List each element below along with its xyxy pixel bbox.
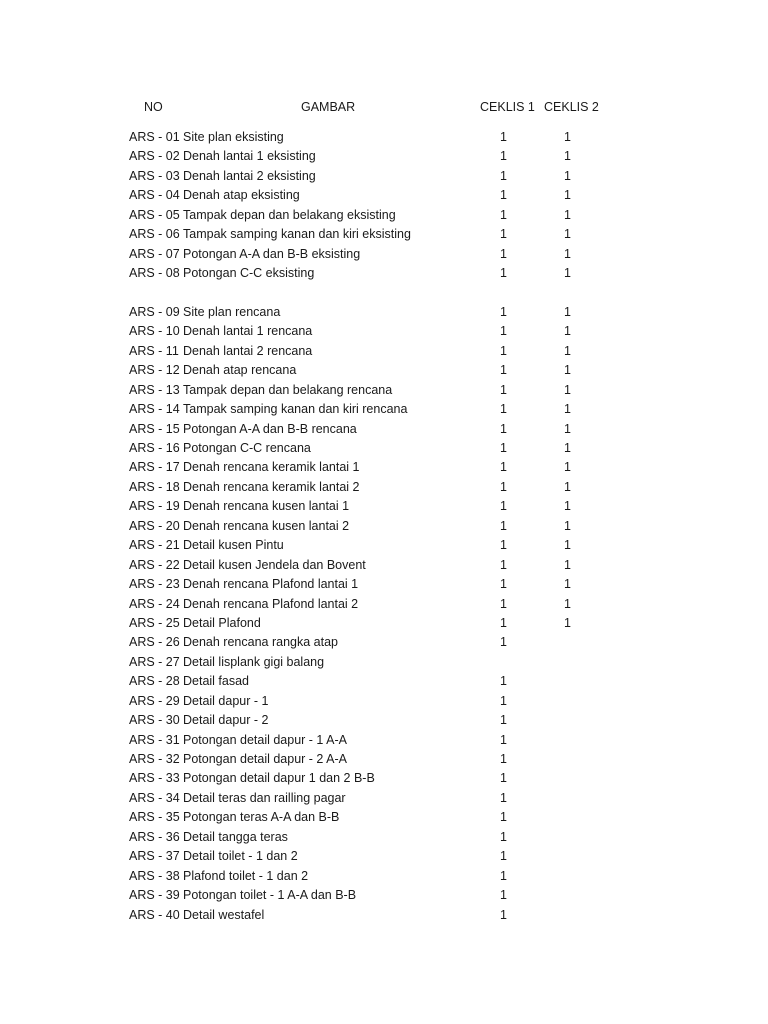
table-row bbox=[0, 653, 768, 672]
table-row bbox=[0, 614, 768, 633]
ceklis-2-value: 1 bbox=[564, 266, 571, 281]
ceklis-1-value: 1 bbox=[500, 168, 507, 183]
ceklis-2-value: 1 bbox=[564, 227, 571, 242]
ceklis-1-value: 1 bbox=[500, 343, 507, 358]
table-row bbox=[0, 322, 768, 341]
table-row bbox=[0, 245, 768, 264]
table-row bbox=[0, 167, 768, 186]
table-row bbox=[0, 711, 768, 730]
table-row bbox=[0, 536, 768, 555]
table-row bbox=[0, 731, 768, 750]
ceklis-2-value: 1 bbox=[564, 499, 571, 514]
table-row bbox=[0, 906, 768, 925]
ceklis-1-value: 1 bbox=[500, 693, 507, 708]
drawing-number: ARS - 25 bbox=[129, 615, 180, 630]
ceklis-2-value: 1 bbox=[564, 538, 571, 553]
drawing-name: Detail dapur - 2 bbox=[183, 713, 269, 728]
table-row bbox=[0, 789, 768, 808]
ceklis-1-value: 1 bbox=[500, 888, 507, 903]
table-row bbox=[0, 128, 768, 147]
ceklis-2-value: 1 bbox=[564, 460, 571, 475]
ceklis-1-value: 1 bbox=[500, 188, 507, 203]
ceklis-1-value: 1 bbox=[500, 849, 507, 864]
ceklis-2-value: 1 bbox=[564, 246, 571, 261]
ceklis-1-value: 1 bbox=[500, 907, 507, 922]
drawing-number: ARS - 31 bbox=[129, 732, 180, 747]
header-ceklis-2: CEKLIS 2 bbox=[544, 100, 599, 114]
drawing-name: Denah lantai 2 eksisting bbox=[183, 168, 316, 183]
drawing-name: Site plan rencana bbox=[183, 304, 281, 319]
ceklis-2-value: 1 bbox=[564, 168, 571, 183]
drawing-number: ARS - 16 bbox=[129, 441, 180, 455]
drawing-number: ARS - 28 bbox=[129, 674, 180, 689]
table-row bbox=[0, 458, 768, 477]
ceklis-1-value: 1 bbox=[500, 149, 507, 164]
drawing-number: ARS - 20 bbox=[129, 518, 180, 533]
ceklis-1-value: 1 bbox=[500, 518, 507, 533]
drawing-name: Detail kusen Pintu bbox=[183, 538, 284, 553]
drawing-name: Denah rencana kusen lantai 2 bbox=[183, 518, 350, 533]
table-row bbox=[0, 828, 768, 847]
drawing-number: ARS - 08 bbox=[129, 266, 180, 281]
ceklis-2-value: 1 bbox=[564, 363, 571, 378]
table-row bbox=[0, 595, 768, 614]
drawing-name: Potongan A-A dan B-B eksisting bbox=[183, 246, 361, 261]
drawing-name: Denah rencana keramik lantai 2 bbox=[183, 479, 360, 494]
drawing-name: Potongan detail dapur 1 dan 2 B-B bbox=[183, 771, 375, 786]
drawing-number: ARS - 12 bbox=[129, 363, 180, 378]
table-row bbox=[0, 867, 768, 886]
drawing-number: ARS - 35 bbox=[129, 810, 180, 825]
drawing-name: Detail westafel bbox=[183, 907, 265, 922]
drawing-number: ARS - 40 bbox=[129, 907, 180, 922]
drawing-number: ARS - 04 bbox=[129, 188, 180, 203]
table-row bbox=[0, 575, 768, 594]
ceklis-1-value: 1 bbox=[500, 674, 507, 689]
ceklis-2-value: 1 bbox=[564, 596, 571, 611]
drawing-number: ARS - 03 bbox=[129, 168, 180, 183]
drawing-name: Detail toilet - 1 dan 2 bbox=[183, 849, 298, 864]
header-ceklis-1: CEKLIS 1 bbox=[480, 100, 535, 114]
ceklis-2-value: 1 bbox=[564, 615, 571, 630]
ceklis-1-value: 1 bbox=[500, 266, 507, 281]
ceklis-1-value: 1 bbox=[500, 538, 507, 553]
drawing-name: Denah atap eksisting bbox=[183, 188, 300, 203]
drawing-name: Denah lantai 1 rencana bbox=[183, 324, 313, 339]
drawing-name: Denah rencana Plafond lantai 1 bbox=[183, 577, 359, 592]
table-row bbox=[0, 147, 768, 166]
table-row bbox=[0, 381, 768, 400]
table-row bbox=[0, 517, 768, 536]
drawing-name: Tampak samping kanan dan kiri eksisting bbox=[183, 227, 411, 242]
ceklis-1-value: 1 bbox=[500, 460, 507, 475]
ceklis-1-value: 1 bbox=[500, 479, 507, 494]
drawing-name: Site plan eksisting bbox=[183, 130, 284, 144]
table-row bbox=[0, 672, 768, 691]
ceklis-1-value: 1 bbox=[500, 246, 507, 261]
drawing-number: ARS - 27 bbox=[129, 654, 180, 669]
table-row bbox=[0, 847, 768, 866]
table-header bbox=[0, 98, 768, 118]
drawing-number: ARS - 26 bbox=[129, 635, 180, 650]
drawing-name: Detail kusen Jendela dan Bovent bbox=[183, 557, 366, 572]
ceklis-1-value: 1 bbox=[500, 207, 507, 222]
group-separator bbox=[0, 284, 768, 303]
ceklis-1-value: 1 bbox=[500, 771, 507, 786]
drawing-name: Detail lisplank gigi balang bbox=[183, 654, 325, 669]
table-body bbox=[0, 128, 768, 925]
ceklis-1-value: 1 bbox=[500, 713, 507, 728]
drawing-number: ARS - 14 bbox=[129, 402, 180, 417]
drawing-number: ARS - 06 bbox=[129, 227, 180, 242]
drawing-name: Denah atap rencana bbox=[183, 363, 297, 378]
table-row bbox=[0, 303, 768, 322]
table-row bbox=[0, 400, 768, 419]
drawing-number: ARS - 05 bbox=[129, 207, 180, 222]
ceklis-1-value: 1 bbox=[500, 810, 507, 825]
drawing-number: ARS - 02 bbox=[129, 149, 180, 164]
drawing-number: ARS - 30 bbox=[129, 713, 180, 728]
drawing-number: ARS - 33 bbox=[129, 771, 180, 786]
ceklis-1-value: 1 bbox=[500, 752, 507, 766]
table-row bbox=[0, 750, 768, 769]
drawing-number: ARS - 09 bbox=[129, 304, 180, 319]
ceklis-2-value: 1 bbox=[564, 304, 571, 319]
drawing-number: ARS - 18 bbox=[129, 479, 180, 494]
ceklis-1-value: 1 bbox=[500, 635, 507, 650]
drawing-name: Potongan detail dapur - 2 A-A bbox=[183, 752, 348, 766]
table-row bbox=[0, 186, 768, 205]
ceklis-1-value: 1 bbox=[500, 382, 507, 397]
drawing-number: ARS - 11 bbox=[129, 343, 179, 358]
header-no: NO bbox=[144, 100, 163, 114]
ceklis-2-value: 1 bbox=[564, 207, 571, 222]
ceklis-2-value: 1 bbox=[564, 518, 571, 533]
table-row bbox=[0, 633, 768, 652]
drawing-name: Detail teras dan railling pagar bbox=[183, 790, 346, 805]
ceklis-1-value: 1 bbox=[500, 402, 507, 417]
table-row bbox=[0, 478, 768, 497]
drawing-name: Detail dapur - 1 bbox=[183, 693, 269, 708]
drawing-number: ARS - 36 bbox=[129, 829, 180, 844]
ceklis-1-value: 1 bbox=[500, 499, 507, 514]
drawing-name: Denah rencana kusen lantai 1 bbox=[183, 499, 350, 514]
ceklis-2-value: 1 bbox=[564, 479, 571, 494]
ceklis-2-value: 1 bbox=[564, 421, 571, 436]
ceklis-2-value: 1 bbox=[564, 441, 571, 455]
drawing-name: Denah lantai 2 rencana bbox=[183, 343, 313, 358]
table-row bbox=[0, 420, 768, 439]
drawing-number: ARS - 23 bbox=[129, 577, 180, 592]
drawing-number: ARS - 22 bbox=[129, 557, 180, 572]
ceklis-1-value: 1 bbox=[500, 868, 507, 883]
ceklis-1-value: 1 bbox=[500, 304, 507, 319]
drawing-name: Denah rencana Plafond lantai 2 bbox=[183, 596, 359, 611]
ceklis-1-value: 1 bbox=[500, 829, 507, 844]
drawing-name: Detail tangga teras bbox=[183, 829, 288, 844]
ceklis-1-value: 1 bbox=[500, 557, 507, 572]
ceklis-2-value: 1 bbox=[564, 402, 571, 417]
table-row bbox=[0, 361, 768, 380]
drawing-name: Denah rencana rangka atap bbox=[183, 635, 338, 650]
table-row bbox=[0, 439, 768, 458]
drawing-name: Detail Plafond bbox=[183, 615, 261, 630]
drawing-number: ARS - 10 bbox=[129, 324, 180, 339]
ceklis-1-value: 1 bbox=[500, 577, 507, 592]
table-row bbox=[0, 886, 768, 905]
ceklis-2-value: 1 bbox=[564, 557, 571, 572]
ceklis-1-value: 1 bbox=[500, 441, 507, 455]
table-row bbox=[0, 692, 768, 711]
drawing-number: ARS - 32 bbox=[129, 752, 180, 766]
table-row bbox=[0, 206, 768, 225]
ceklis-2-value: 1 bbox=[564, 382, 571, 397]
ceklis-2-value: 1 bbox=[564, 324, 571, 339]
drawing-name: Denah lantai 1 eksisting bbox=[183, 149, 316, 164]
drawing-number: ARS - 21 bbox=[129, 538, 180, 553]
table-row bbox=[0, 497, 768, 516]
ceklis-2-value: 1 bbox=[564, 130, 571, 144]
drawing-name: Tampak depan dan belakang rencana bbox=[183, 382, 393, 397]
ceklis-2-value: 1 bbox=[564, 188, 571, 203]
ceklis-2-value: 1 bbox=[564, 149, 571, 164]
table-row bbox=[0, 808, 768, 827]
ceklis-1-value: 1 bbox=[500, 732, 507, 747]
drawing-number: ARS - 07 bbox=[129, 246, 180, 261]
drawing-name: Potongan toilet - 1 A-A dan B-B bbox=[183, 888, 357, 903]
drawing-name: Tampak samping kanan dan kiri rencana bbox=[183, 402, 408, 417]
ceklis-2-value: 1 bbox=[564, 343, 571, 358]
ceklis-1-value: 1 bbox=[500, 227, 507, 242]
ceklis-1-value: 1 bbox=[500, 363, 507, 378]
ceklis-1-value: 1 bbox=[500, 421, 507, 436]
drawing-number: ARS - 29 bbox=[129, 693, 180, 708]
table-row bbox=[0, 225, 768, 244]
drawing-number: ARS - 39 bbox=[129, 888, 180, 903]
drawing-name: Potongan C-C eksisting bbox=[183, 266, 315, 281]
drawing-name: Tampak depan dan belakang eksisting bbox=[183, 207, 396, 222]
ceklis-1-value: 1 bbox=[500, 130, 507, 144]
ceklis-1-value: 1 bbox=[500, 324, 507, 339]
drawing-number: ARS - 38 bbox=[129, 868, 180, 883]
drawing-name: Potongan A-A dan B-B rencana bbox=[183, 421, 357, 436]
drawing-number: ARS - 37 bbox=[129, 849, 180, 864]
drawing-number: ARS - 24 bbox=[129, 596, 180, 611]
table-row bbox=[0, 342, 768, 361]
drawing-name: Plafond toilet - 1 dan 2 bbox=[183, 868, 309, 883]
drawing-name: Potongan detail dapur - 1 A-A bbox=[183, 732, 348, 747]
drawing-number: ARS - 01 bbox=[129, 130, 180, 144]
ceklis-1-value: 1 bbox=[500, 615, 507, 630]
ceklis-1-value: 1 bbox=[500, 790, 507, 805]
drawing-number: ARS - 15 bbox=[129, 421, 180, 436]
drawing-number: ARS - 13 bbox=[129, 382, 180, 397]
table-row bbox=[0, 769, 768, 788]
drawing-name: Potongan C-C rencana bbox=[183, 441, 311, 455]
drawing-name: Denah rencana keramik lantai 1 bbox=[183, 460, 360, 475]
table-row bbox=[0, 556, 768, 575]
drawing-name: Potongan teras A-A dan B-B bbox=[183, 810, 340, 825]
drawing-name: Detail fasad bbox=[183, 674, 250, 689]
drawing-number: ARS - 19 bbox=[129, 499, 180, 514]
table-row bbox=[0, 264, 768, 283]
ceklis-1-value: 1 bbox=[500, 596, 507, 611]
drawing-number: ARS - 17 bbox=[129, 460, 180, 475]
drawing-number: ARS - 34 bbox=[129, 790, 180, 805]
ceklis-2-value: 1 bbox=[564, 577, 571, 592]
header-gambar: GAMBAR bbox=[301, 100, 356, 114]
